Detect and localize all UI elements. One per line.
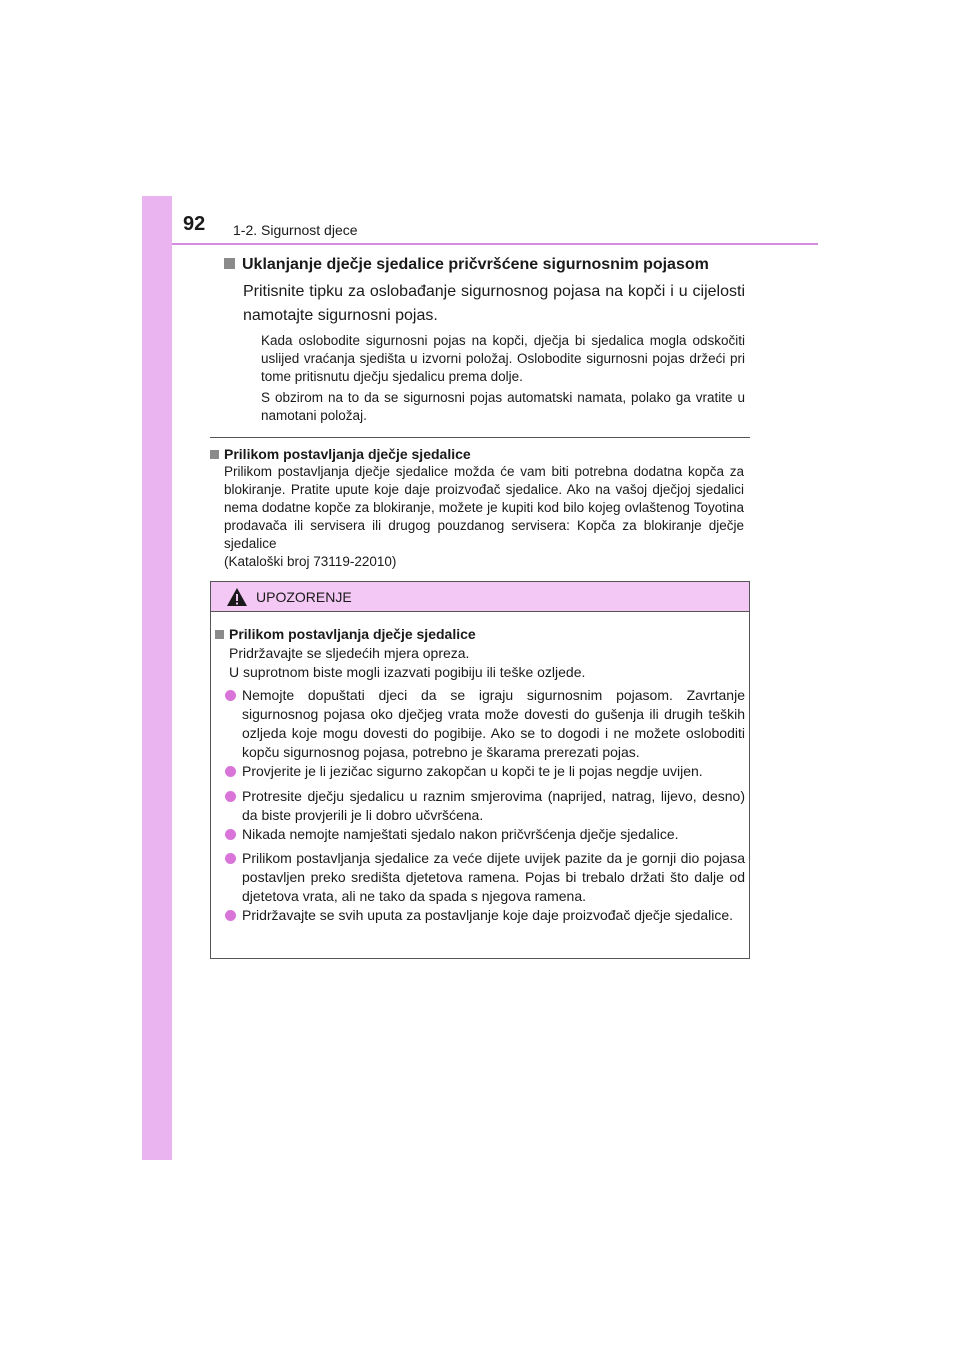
warning-box — [210, 581, 750, 959]
info-heading-text: Prilikom postavljanja dječje sjedalice — [224, 446, 471, 462]
warning-bullet-text: Nemojte dopuštati djeci da se igraju sigurnosnim pojasom. Zavrtanje sigurnosnog pojasa oko dječjeg vrata može dovesti do gušenja ili drugih teških ozljeda koje mogu dovesti do pogibije. Ako se to dogodi i ne možete osloboditi kopču sigurnosnog pojasa, potrebno je škarama prerezati pojas. — [242, 687, 745, 760]
warning-triangle-icon — [226, 587, 248, 607]
section-heading-text: Uklanjanje dječje sjedalice pričvršćene sigurnosnim pojasom — [242, 256, 709, 273]
info-body — [224, 463, 744, 571]
bullet-dot-icon — [225, 791, 236, 802]
warning-heading — [215, 625, 476, 643]
warning-intro — [229, 644, 745, 682]
square-bullet-icon — [224, 258, 235, 269]
warning-bullet-text: Nikada nemojte namještati sjedalo nakon pričvršćenja dječje sjedalice. — [242, 826, 679, 842]
warning-intro-line-2: U suprotnom biste mogli izazvati pogibiju ili teške ozljede. — [229, 664, 586, 680]
header-rule — [172, 243, 818, 245]
breadcrumb: 1-2. Sigurnost djece — [233, 222, 358, 238]
square-bullet-icon — [215, 630, 224, 639]
chapter-side-tab — [142, 196, 172, 1160]
warning-bullet-4 — [225, 825, 745, 844]
bullet-dot-icon — [225, 766, 236, 777]
info-body-text: Prilikom postavljanja dječje sjedalice možda će vam biti potrebna dodatna kopča za blokiranje. Pratite upute koje daje proizvođač sjedalice. Ako na vašoj dječjoj sjedalici nema dodatne kopče za blokiranje, možete je kupiti kod bilo kojeg ovlaštenog Toyotina prodavača ili servisera ili drugog pouzdanog servisera: Kopča za blokiranje dječje sjedalice — [224, 464, 744, 551]
warning-heading-text: Prilikom postavljanja dječje sjedalice — [229, 626, 476, 642]
warning-intro-line-1: Pridržavajte se sljedećih mjera opreza. — [229, 645, 470, 661]
note-1: Kada oslobodite sigurnosni pojas na kopči, dječja bi sjedalica mogla odskočiti uslijed vraćanja sjedišta u izvorni položaj. Oslobodite sigurnosni pojas držeći pri tome pritisnutu dječju sjedalicu prema dolje. — [261, 333, 745, 384]
instruction-text: Pritisnite tipku za oslobađanje sigurnosnog pojasa na kopči i u cijelosti namotajte sigurnosni pojas. — [243, 283, 745, 324]
warning-header — [211, 582, 749, 612]
bullet-dot-icon — [225, 690, 236, 701]
note-2: S obzirom na to da se sigurnosni pojas automatski namata, polako ga vratite u namotani položaj. — [261, 390, 745, 423]
warning-bullet-6 — [225, 906, 745, 925]
warning-bullet-3 — [225, 787, 745, 825]
warning-bullet-5 — [225, 849, 745, 906]
warning-bullet-1 — [225, 686, 745, 762]
warning-bullet-text: Prilikom postavljanja sjedalice za veće dijete uvijek pazite da je gornji dio pojasa postavljen preko središta djetetova ramena. Pojas bi trebalo držati što dalje od djetetova vrata, ali ne tako da spada s njegova ramena. — [242, 850, 745, 904]
square-bullet-icon — [210, 450, 219, 459]
section-heading — [224, 254, 709, 276]
warning-bullet-2 — [225, 762, 745, 781]
warning-bullet-text: Protresite dječju sjedalicu u raznim smjerovima (naprijed, natrag, lijevo, desno) da biste provjerili je li dobro učvršćena. — [242, 788, 745, 823]
bullet-dot-icon — [225, 910, 236, 921]
info-heading — [210, 445, 471, 463]
warning-bullet-text: Pridržavajte se svih uputa za postavljanje koje daje proizvođač dječje sjedalice. — [242, 907, 734, 923]
page-number: 92 — [183, 213, 206, 235]
bullet-dot-icon — [225, 829, 236, 840]
bullet-dot-icon — [225, 853, 236, 864]
info-catalog-number: (Kataloški broj 73119-22010) — [224, 554, 397, 569]
warning-bullet-text: Provjerite je li jezičac sigurno zakopčan u kopči te je li pojas negdje uvijen. — [242, 763, 703, 779]
warning-title: UPOZORENJE — [256, 589, 352, 605]
section-divider — [210, 437, 750, 438]
